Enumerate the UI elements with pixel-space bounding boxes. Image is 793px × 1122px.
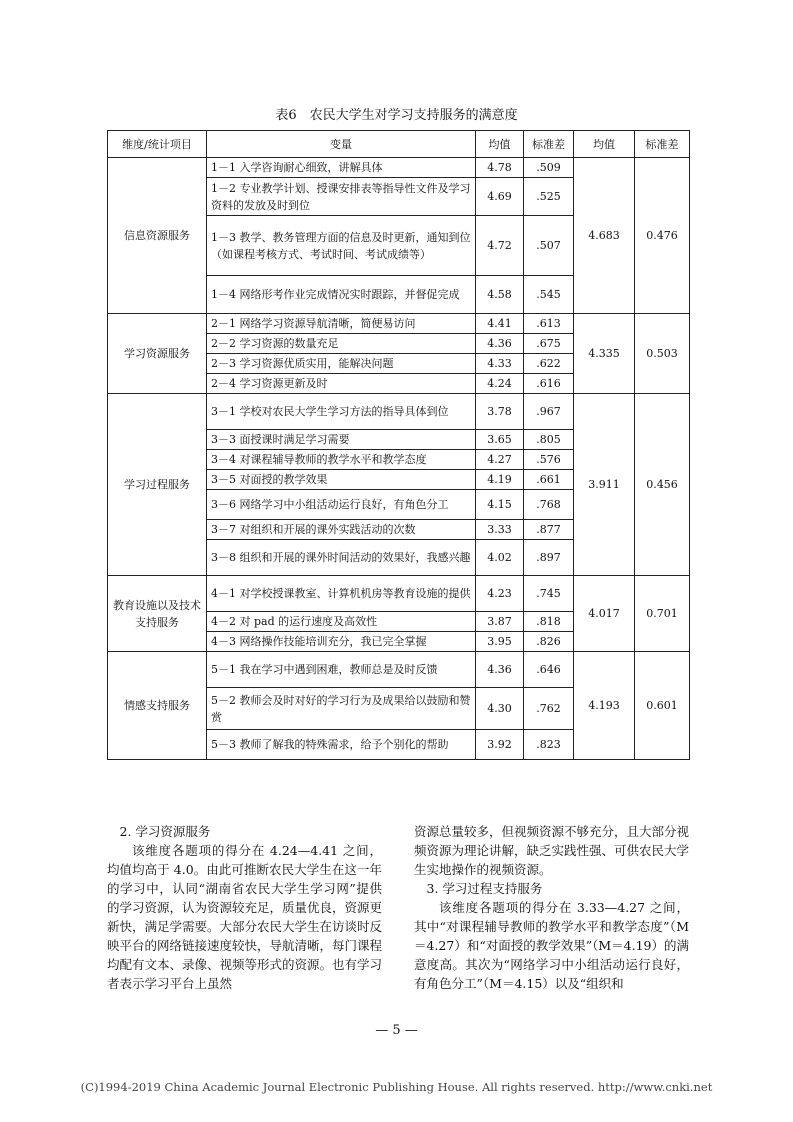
item-mean-cell: 4.36 xyxy=(476,652,524,688)
variable-cell: 1－1 入学咨询耐心细致，讲解具体 xyxy=(207,158,476,178)
variable-cell: 1－2 专业教学计划、授课安排表等指导性文件及学习资料的发放及时到位 xyxy=(207,178,476,216)
dimension-sd-cell: 0.601 xyxy=(635,652,690,760)
left-column xyxy=(107,822,382,993)
variable-cell: 5－2 教师会及时对好的学习行为及成果给以鼓励和赞赏 xyxy=(207,688,476,730)
dimension-sd-cell: 0.503 xyxy=(635,314,690,394)
variable-cell: 3－5 对面授的教学效果 xyxy=(207,470,476,490)
item-mean-cell: 3.33 xyxy=(476,520,524,540)
variable-cell: 4－1 对学校授课教室、计算机机房等教育设施的提供 xyxy=(207,576,476,612)
item-sd-cell: .661 xyxy=(524,470,574,490)
table-row xyxy=(108,652,690,688)
dimension-cell: 情感支持服务 xyxy=(108,652,207,760)
dimension-cell: 教育设施以及技术支持服务 xyxy=(108,576,207,652)
dimension-mean-cell: 3.911 xyxy=(574,394,635,576)
variable-cell: 3－1 学校对农民大学生学习方法的指导具体到位 xyxy=(207,394,476,430)
item-sd-cell: .509 xyxy=(524,158,574,178)
item-mean-cell: 4.78 xyxy=(476,158,524,178)
variable-cell: 5－1 我在学习中遇到困难，教师总是及时反馈 xyxy=(207,652,476,688)
item-mean-cell: 3.92 xyxy=(476,730,524,760)
variable-cell: 5－3 教师了解我的特殊需求，给予个别化的帮助 xyxy=(207,730,476,760)
item-mean-cell: 3.65 xyxy=(476,430,524,450)
variable-cell: 2－1 网络学习资源导航清晰，简便易访问 xyxy=(207,314,476,334)
paragraph: 该维度各题项的得分在 3.33—4.27 之间，其中“对课程辅导教师的教学水平和教学态度”（M＝4.27）和“对面授的教学效果”（M＝4.19）的满意度高。其次为“网络学习中小组活动运行良好，有角色分工”（M＝4.15）以及“组织和 xyxy=(414,900,689,991)
copyright-footer: (C)1994-2019 China Academic Journal Electronic Publishing House. All rights reserved. http://www.cnki.net xyxy=(80,1080,713,1094)
header-dimension-sd: 标准差 xyxy=(635,131,690,158)
dimension-mean-cell: 4.335 xyxy=(574,314,635,394)
item-sd-cell: .818 xyxy=(524,612,574,632)
variable-cell: 3－8 组织和开展的课外时间活动的效果好，我感兴趣 xyxy=(207,540,476,576)
satisfaction-table xyxy=(107,130,690,760)
header-item-sd: 标准差 xyxy=(524,131,574,158)
dimension-sd-cell: 0.456 xyxy=(635,394,690,576)
dimension-cell: 信息资源服务 xyxy=(108,158,207,314)
item-sd-cell: .826 xyxy=(524,632,574,652)
variable-cell: 1－3 教学、教务管理方面的信息及时更新，通知到位（如课程考核方式、考试时间、考试成绩等） xyxy=(207,216,476,276)
header-dimension: 维度/统计项目 xyxy=(108,131,207,158)
item-mean-cell: 4.69 xyxy=(476,178,524,216)
item-mean-cell: 4.24 xyxy=(476,374,524,394)
dimension-sd-cell: 0.476 xyxy=(635,158,690,314)
item-sd-cell: .762 xyxy=(524,688,574,730)
item-mean-cell: 4.23 xyxy=(476,576,524,612)
item-mean-cell: 3.87 xyxy=(476,612,524,632)
item-sd-cell: .823 xyxy=(524,730,574,760)
item-mean-cell: 4.41 xyxy=(476,314,524,334)
variable-cell: 2－2 学习资源的数量充足 xyxy=(207,334,476,354)
table-row xyxy=(108,158,690,178)
section-heading: 2. 学习资源服务 xyxy=(119,824,211,839)
item-mean-cell: 4.72 xyxy=(476,216,524,276)
item-mean-cell: 3.95 xyxy=(476,632,524,652)
variable-cell: 4－3 网络操作技能培训充分，我已完全掌握 xyxy=(207,632,476,652)
item-mean-cell: 4.27 xyxy=(476,450,524,470)
item-mean-cell: 4.36 xyxy=(476,334,524,354)
table-header-row xyxy=(108,131,690,158)
table-caption: 表6 农民大学生对学习支持服务的满意度 xyxy=(275,108,518,123)
dimension-cell: 学习过程服务 xyxy=(108,394,207,576)
item-mean-cell: 4.58 xyxy=(476,276,524,314)
variable-cell: 4－2 对 pad 的运行速度及高效性 xyxy=(207,612,476,632)
variable-cell: 1－4 网络形考作业完成情况实时跟踪，并督促完成 xyxy=(207,276,476,314)
table-row xyxy=(108,314,690,334)
variable-cell: 2－4 学习资源更新及时 xyxy=(207,374,476,394)
dimension-mean-cell: 4.017 xyxy=(574,576,635,652)
item-mean-cell: 4.19 xyxy=(476,470,524,490)
dimension-cell: 学习资源服务 xyxy=(108,314,207,394)
table-row xyxy=(108,576,690,612)
variable-cell: 3－4 对课程辅导教师的教学水平和教学态度 xyxy=(207,450,476,470)
section-heading: 3. 学习过程支持服务 xyxy=(426,881,543,896)
item-sd-cell: .745 xyxy=(524,576,574,612)
item-sd-cell: .877 xyxy=(524,520,574,540)
page-number: — 5 — xyxy=(375,1023,418,1038)
header-variable: 变量 xyxy=(207,131,476,158)
paragraph: 该维度各题项的得分在 4.24—4.41 之间，均值均高于 4.0。由此可推断农民大学生在这一年的学习中，认同“湖南省农民大学生学习网”提供的学习资源，认为资源较充足，质量优良，资源更新快，满足学需要。大部分农民大学生在访谈时反映平台的网络链接速度较快，导航清晰，每门课程均配有文本、录像、视频等形式的资源。也有学习者表示学习平台上虽然 xyxy=(107,843,383,991)
table-body xyxy=(108,158,690,760)
header-dimension-mean: 均值 xyxy=(574,131,635,158)
dimension-mean-cell: 4.193 xyxy=(574,652,635,760)
item-sd-cell: .545 xyxy=(524,276,574,314)
item-mean-cell: 4.33 xyxy=(476,354,524,374)
variable-cell: 3－6 网络学习中小组活动运行良好，有角色分工 xyxy=(207,490,476,520)
item-sd-cell: .768 xyxy=(524,490,574,520)
item-sd-cell: .967 xyxy=(524,394,574,430)
dimension-sd-cell: 0.701 xyxy=(635,576,690,652)
item-mean-cell: 4.15 xyxy=(476,490,524,520)
item-sd-cell: .616 xyxy=(524,374,574,394)
header-item-mean: 均值 xyxy=(476,131,524,158)
item-sd-cell: .622 xyxy=(524,354,574,374)
item-sd-cell: .525 xyxy=(524,178,574,216)
paragraph-continuation: 资源总量较多，但视频资源不够充分，且大部分视频资源为理论讲解，缺乏实践性强、可供农民大学生实地操作的视频资源。 xyxy=(414,824,690,877)
dimension-mean-cell: 4.683 xyxy=(574,158,635,314)
variable-cell: 3－3 面授课时满足学习需要 xyxy=(207,430,476,450)
item-sd-cell: .576 xyxy=(524,450,574,470)
item-mean-cell: 4.30 xyxy=(476,688,524,730)
variable-cell: 3－7 对组织和开展的课外实践活动的次数 xyxy=(207,520,476,540)
item-sd-cell: .805 xyxy=(524,430,574,450)
item-sd-cell: .507 xyxy=(524,216,574,276)
variable-cell: 2－3 学习资源优质实用，能解决问题 xyxy=(207,354,476,374)
item-mean-cell: 3.78 xyxy=(476,394,524,430)
table-row xyxy=(108,394,690,430)
item-sd-cell: .646 xyxy=(524,652,574,688)
item-sd-cell: .613 xyxy=(524,314,574,334)
right-column xyxy=(414,822,689,993)
item-mean-cell: 4.02 xyxy=(476,540,524,576)
item-sd-cell: .897 xyxy=(524,540,574,576)
item-sd-cell: .675 xyxy=(524,334,574,354)
